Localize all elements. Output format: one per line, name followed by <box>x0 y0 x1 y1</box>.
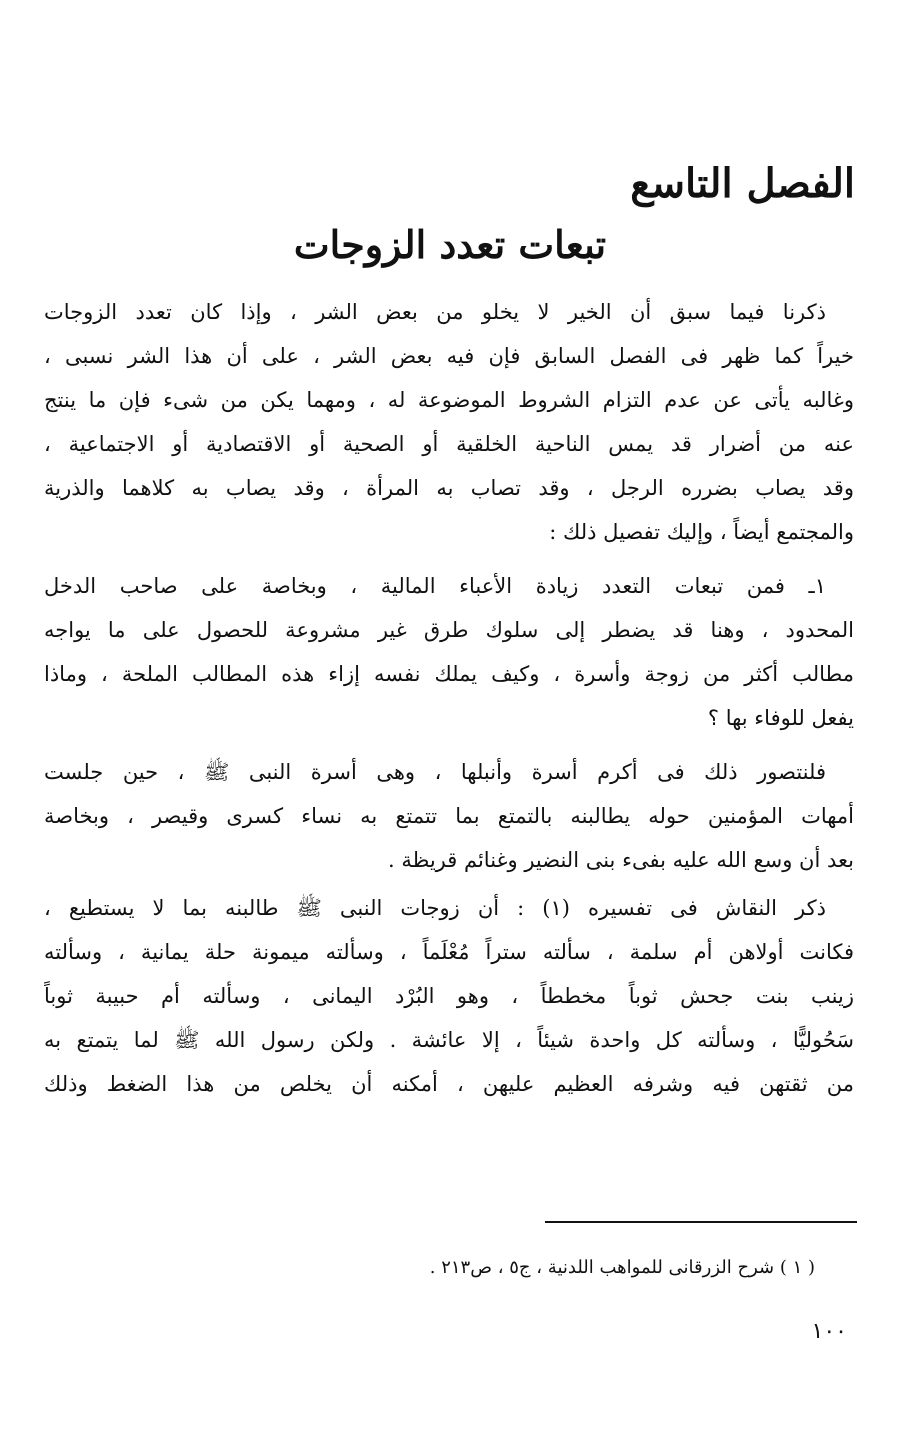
text-line: المحدود ، وهنا قد يضطر إلى سلوك طرق غير مشروعة للحصول على ما يواجه <box>44 618 854 642</box>
section-title: تبعات تعدد الزوجات <box>293 222 607 267</box>
paragraph <box>44 886 854 1106</box>
text-line: بعد أن وسع الله عليه بفىء بنى النضير وغنائم قريظة . <box>388 848 854 872</box>
text-line: والمجتمع أيضاً ، وإليك تفصيل ذلك : <box>549 520 854 544</box>
text-line: ١ـ فمن تبعات التعدد زيادة الأعباء المالية ، وبخاصة على صاحب الدخل <box>44 574 826 598</box>
page-number: ١٠٠ <box>811 1319 847 1344</box>
body-text <box>44 290 854 1106</box>
paragraph <box>44 290 854 554</box>
chapter-title: الفصل التاسع <box>630 160 855 207</box>
text-line: خيراً كما ظهر فى الفصل السابق فإن فيه بعض الشر ، على أن هذا الشر نسبى ، <box>44 344 854 368</box>
footnote-divider <box>545 1221 857 1223</box>
text-line: وقد يصاب بضرره الرجل ، وقد تصاب به المرأة ، وقد يصاب به كلاهما والذرية <box>44 476 854 500</box>
text-line: ذكرنا فيما سبق أن الخير لا يخلو من بعض الشر ، وإذا كان تعدد الزوجات <box>44 300 826 324</box>
text-line: فلنتصور ذلك فى أكرم أسرة وأنبلها ، وهى أسرة النبى ﷺ ، حين جلست <box>44 760 826 784</box>
text-line: زينب بنت جحش ثوباً مخططاً ، وهو البُرْد اليمانى ، وسألته أم حبيبة ثوباً <box>44 984 854 1008</box>
text-line: يفعل للوفاء بها ؟ <box>707 706 854 730</box>
footnote: ( ١ ) شرح الزرقانى للمواهب اللدنية ، ج٥ ، ص٢١٣ . <box>429 1257 815 1278</box>
text-line: فكانت أولاهن أم سلمة ، سألته ستراً مُعْلَماً ، وسألته ميمونة حلة يمانية ، وسألته <box>44 940 854 964</box>
paragraph <box>44 564 854 740</box>
text-line: أمهات المؤمنين حوله يطالبنه بالتمتع بما تتمتع به نساء كسرى وقيصر ، وبخاصة <box>44 804 854 828</box>
text-line: من ثقتهن فيه وشرفه العظيم عليهن ، أمكنه أن يخلص من هذا الضغط وذلك <box>44 1072 854 1096</box>
paragraph <box>44 750 854 882</box>
text-line: عنه من أضرار قد يمس الناحية الخلقية أو الصحية أو الاقتصادية أو الاجتماعية ، <box>44 432 854 456</box>
text-line: ذكر النقاش فى تفسيره (١) : أن زوجات النبى ﷺ طالبنه بما لا يستطيع ، <box>44 896 826 920</box>
text-line: مطالب أكثر من زوجة وأسرة ، وكيف يملك نفسه إزاء هذه المطالب الملحة ، وماذا <box>44 662 854 686</box>
text-line: سَحُوليًّا ، وسألته كل واحدة شيئاً ، إلا عائشة . ولكن رسول الله ﷺ لما يتمتع به <box>44 1028 854 1052</box>
text-line: وغالبه يأتى عن عدم التزام الشروط الموضوعة له ، ومهما يكن من شىء فإن ما ينتج <box>44 388 854 412</box>
